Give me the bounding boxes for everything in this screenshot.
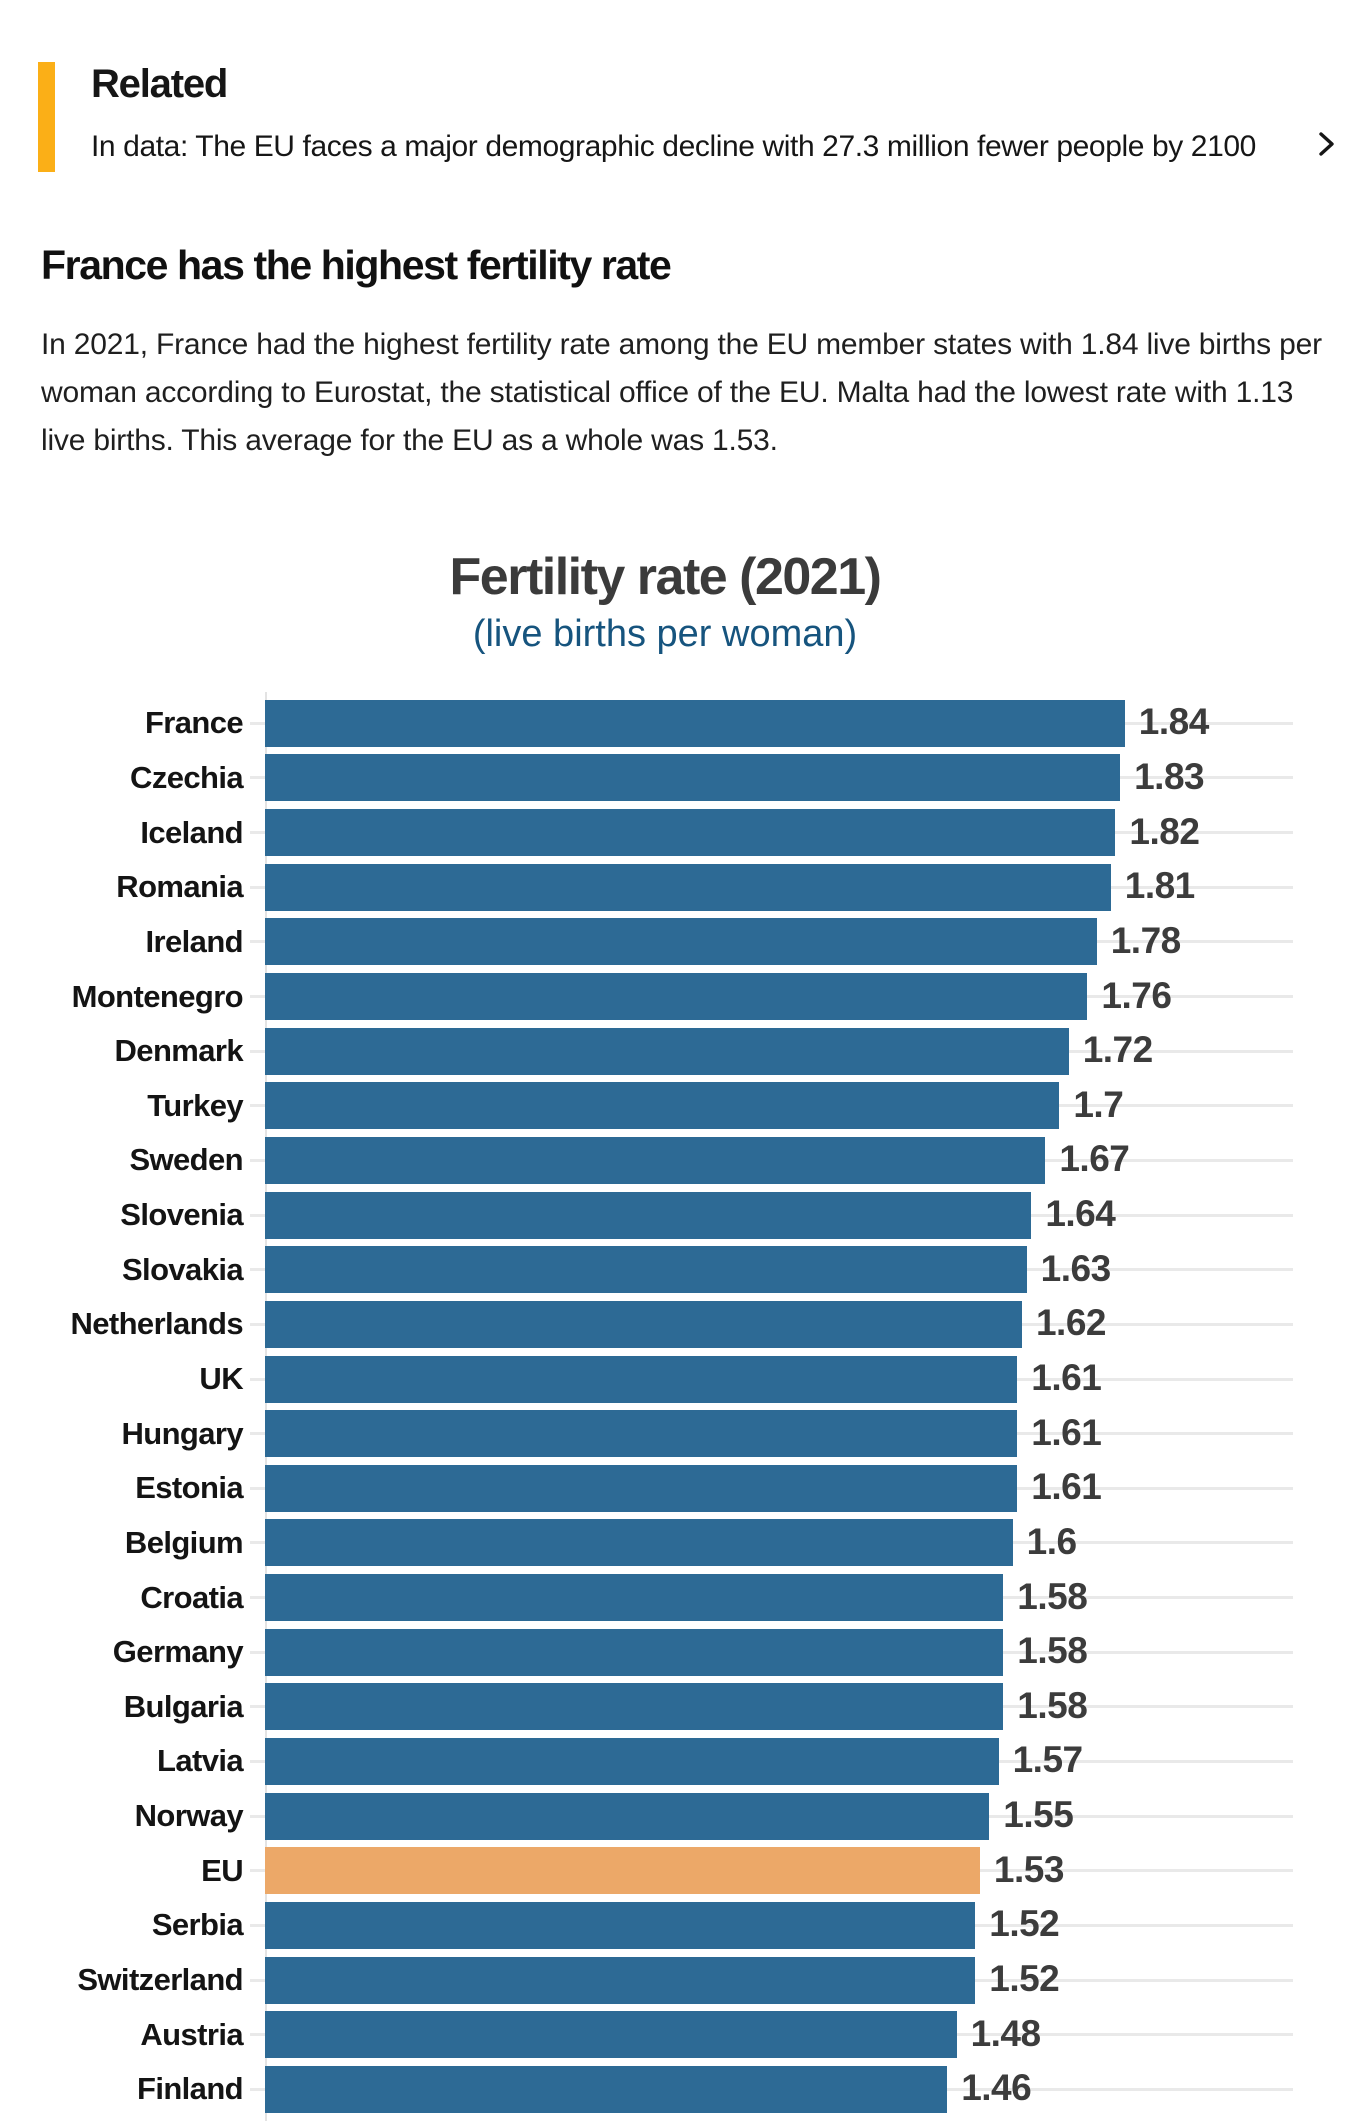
bar-area [265, 1734, 1293, 1789]
chart-plot-area [40, 696, 1293, 2117]
bar-value-label: 1.72 [1082, 1029, 1153, 1071]
chart-row [40, 696, 1293, 751]
country-label: Hungary [121, 1415, 243, 1451]
country-label: Austria [140, 2016, 243, 2052]
bar-area [265, 1406, 1293, 1461]
bar[interactable] [265, 754, 1120, 801]
country-label: Germany [112, 1634, 243, 1670]
bar[interactable] [265, 1356, 1017, 1403]
bar[interactable] [265, 1028, 1069, 1075]
chart-row [40, 1133, 1293, 1188]
bar-value-label: 1.48 [970, 2012, 1041, 2054]
chart-row [40, 969, 1293, 1024]
chart-row [40, 915, 1293, 970]
chart-row [40, 1078, 1293, 1133]
chart-row [40, 751, 1293, 806]
bar-area [265, 1078, 1293, 1133]
chart-title: Fertility rate (2021) [449, 548, 881, 606]
bar-area [265, 805, 1293, 860]
country-label: Sweden [129, 1142, 243, 1178]
bar[interactable] [265, 918, 1097, 965]
chevron-right-icon[interactable] [1311, 127, 1341, 166]
bar-area [265, 1024, 1293, 1079]
bar-value-label: 1.58 [1017, 1575, 1088, 1617]
bar[interactable] [265, 1629, 1003, 1676]
bar[interactable] [265, 1902, 975, 1949]
country-label: Norway [134, 1798, 243, 1834]
bar-value-label: 1.52 [989, 1903, 1060, 1945]
bar-value-label: 1.62 [1035, 1302, 1106, 1344]
chart-row [40, 1570, 1293, 1625]
chart-row [40, 1242, 1293, 1297]
bar-value-label: 1.81 [1124, 865, 1195, 907]
bar-area [265, 860, 1293, 915]
bar-value-label: 1.76 [1101, 974, 1172, 1016]
related-accent-bar [38, 62, 55, 172]
bar[interactable] [265, 1192, 1031, 1239]
country-label: Finland [136, 2071, 243, 2107]
bar-value-label: 1.57 [1012, 1739, 1083, 1781]
bar[interactable] [265, 1847, 980, 1894]
bar[interactable] [265, 1738, 999, 1785]
bar-area [265, 1297, 1293, 1352]
chart-row [40, 1898, 1293, 1953]
bar-area [265, 1570, 1293, 1625]
chart-row [40, 1734, 1293, 1789]
bar-value-label: 1.53 [993, 1848, 1064, 1890]
country-label: Iceland [140, 814, 243, 850]
bar[interactable] [265, 2011, 957, 2058]
bar[interactable] [265, 1082, 1059, 1129]
bar[interactable] [265, 973, 1087, 1020]
chart-row [40, 1352, 1293, 1407]
bar-value-label: 1.58 [1017, 1685, 1088, 1727]
chart-row [40, 860, 1293, 915]
country-label: Latvia [157, 1743, 243, 1779]
article-paragraph: In 2021, France had the highest fertility rate among the EU member states with 1.84 live births per woman according to Eurostat, the statistical office of the EU. Malta had the lowest rate with 1.13 live births. This average for the EU as a whole was 1.53. [41, 328, 1322, 457]
bar-area [265, 1352, 1293, 1407]
chart-row [40, 2062, 1293, 2117]
bar-area [265, 1188, 1293, 1243]
country-label: Ireland [145, 923, 243, 959]
country-label: UK [199, 1361, 243, 1396]
country-label: Croatia [140, 1579, 243, 1615]
bar[interactable] [265, 700, 1125, 747]
bar[interactable] [265, 809, 1115, 856]
bar-value-label: 1.61 [1031, 1357, 1102, 1399]
bar[interactable] [265, 1957, 975, 2004]
bar[interactable] [265, 2066, 947, 2113]
country-label: Turkey [147, 1087, 243, 1123]
article-heading: France has the highest fertility rate [41, 242, 671, 288]
bar-area [265, 1461, 1293, 1516]
bar[interactable] [265, 1246, 1027, 1293]
bar-area [265, 1133, 1293, 1188]
bar-value-label: 1.67 [1059, 1138, 1130, 1180]
bar-value-label: 1.52 [989, 1958, 1060, 2000]
bar-area [265, 1516, 1293, 1571]
bar-value-label: 1.83 [1134, 756, 1205, 798]
bar[interactable] [265, 1683, 1003, 1730]
chart-row [40, 1406, 1293, 1461]
chart-row [40, 1516, 1293, 1571]
bar-value-label: 1.46 [961, 2067, 1032, 2109]
bar[interactable] [265, 1465, 1017, 1512]
bar-area [265, 1898, 1293, 1953]
chart-row [40, 1188, 1293, 1243]
bar-value-label: 1.78 [1110, 920, 1181, 962]
bar-area [265, 2062, 1293, 2117]
chart-row [40, 1680, 1293, 1735]
bar[interactable] [265, 1519, 1013, 1566]
chart-row [40, 1789, 1293, 1844]
related-link[interactable] [91, 127, 1347, 172]
related-block [38, 62, 1362, 172]
bar-area [265, 1680, 1293, 1735]
chart-row [40, 805, 1293, 860]
chart-row [40, 1024, 1293, 1079]
country-label: Estonia [135, 1470, 243, 1506]
bar-area [265, 696, 1293, 751]
bar-area [265, 969, 1293, 1024]
bar[interactable] [265, 1137, 1045, 1184]
bar-value-label: 1.84 [1138, 701, 1209, 743]
bar-area [265, 2007, 1293, 2062]
country-label: Netherlands [70, 1306, 243, 1342]
related-content [55, 62, 1347, 172]
country-label: EU [201, 1852, 243, 1888]
bar-value-label: 1.7 [1073, 1083, 1124, 1125]
country-label: France [144, 705, 243, 741]
bar-value-label: 1.58 [1017, 1630, 1088, 1672]
bar-value-label: 1.63 [1040, 1247, 1111, 1289]
bar-area [265, 1843, 1293, 1898]
fertility-rate-chart [0, 547, 1362, 2117]
bar-value-label: 1.61 [1031, 1466, 1102, 1508]
chart-subtitle: (live births per woman) [472, 613, 858, 655]
bar-area [265, 1625, 1293, 1680]
bar-area [265, 1789, 1293, 1844]
bar-area [265, 915, 1293, 970]
related-heading: Related [91, 62, 228, 106]
country-label: Czechia [130, 759, 243, 795]
country-label: Belgium [124, 1524, 243, 1560]
country-label: Romania [116, 869, 243, 905]
bar-value-label: 1.55 [1003, 1794, 1074, 1836]
chart-row [40, 2007, 1293, 2062]
country-label: Serbia [151, 1907, 243, 1943]
country-label: Denmark [114, 1033, 243, 1069]
related-link-text[interactable]: In data: The EU faces a major demographic decline with 27.3 million fewer people by 2100 [91, 129, 1256, 163]
chart-row [40, 1953, 1293, 2008]
chart-row [40, 1461, 1293, 1516]
bar-value-label: 1.6 [1026, 1521, 1077, 1563]
country-label: Bulgaria [123, 1688, 243, 1724]
chart-row [40, 1625, 1293, 1680]
bar[interactable] [265, 1301, 1022, 1348]
bar-area [265, 1953, 1293, 2008]
bar-value-label: 1.61 [1031, 1411, 1102, 1453]
chart-row [40, 1843, 1293, 1898]
bar[interactable] [265, 1793, 989, 1840]
bar-area [265, 751, 1293, 806]
bar-value-label: 1.82 [1129, 810, 1200, 852]
bar[interactable] [265, 1574, 1003, 1621]
bar-area [265, 1242, 1293, 1297]
bar-value-label: 1.64 [1045, 1193, 1116, 1235]
country-label: Switzerland [77, 1962, 243, 1998]
bar[interactable] [265, 1410, 1017, 1457]
chart-row [40, 1297, 1293, 1352]
country-label: Slovakia [121, 1251, 243, 1287]
country-label: Montenegro [71, 978, 243, 1014]
country-label: Slovenia [120, 1197, 243, 1233]
bar[interactable] [265, 864, 1111, 911]
